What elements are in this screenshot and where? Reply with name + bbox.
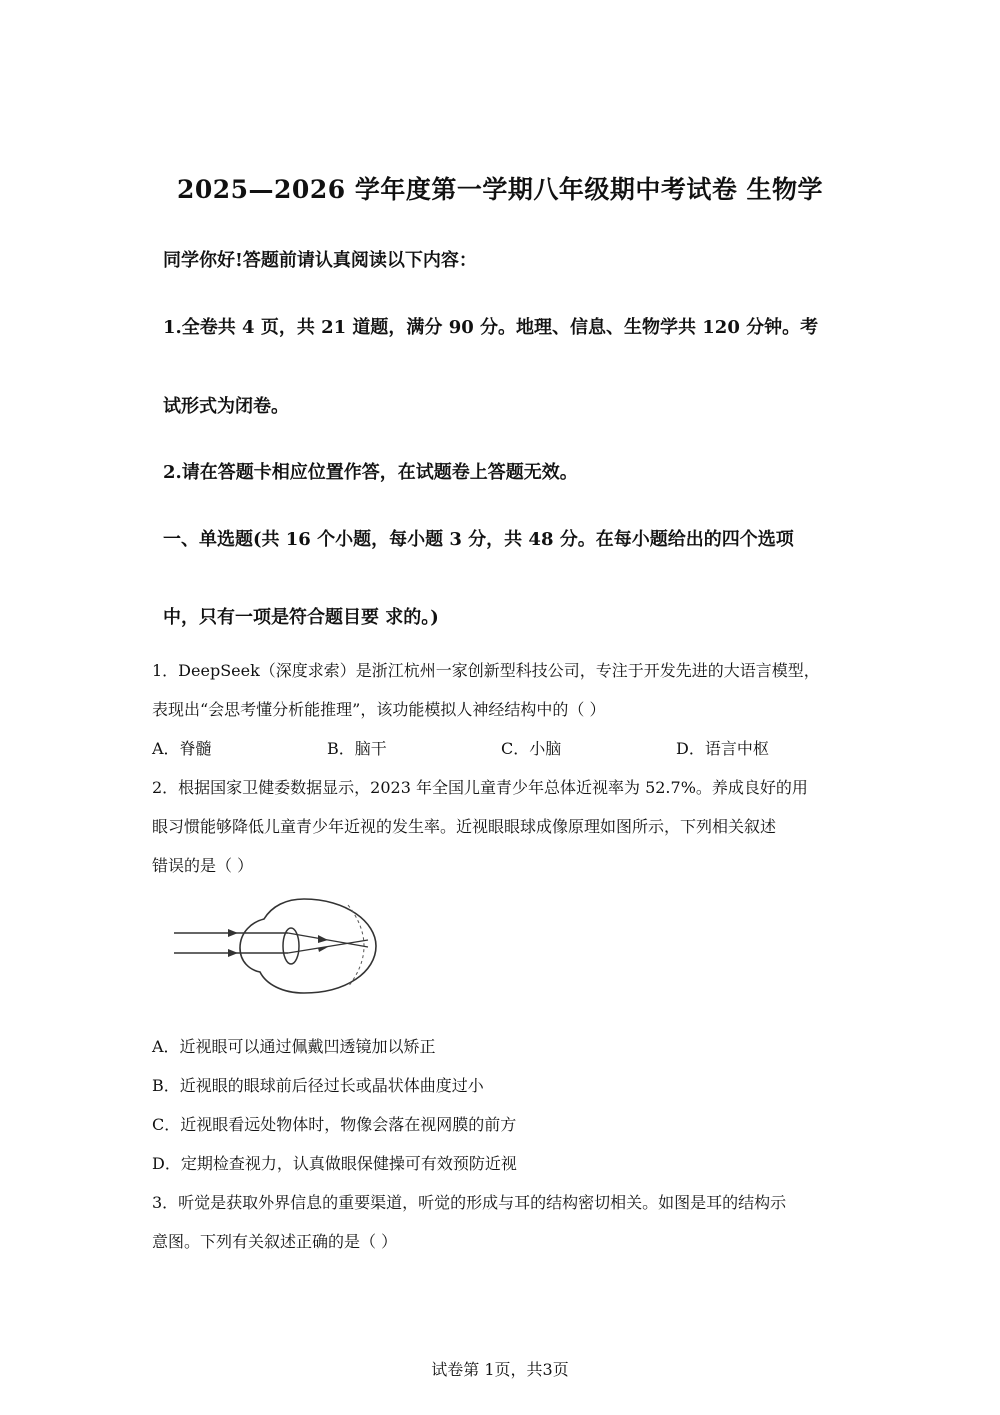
instruction-item-2: 2.请在答题卡相应位置作答，在试题卷上答题无效。 <box>163 462 578 483</box>
section-heading: 一、单选题(共 16 个小题，每小题 3 分，共 48 分。在每小题给出的四个选项 <box>163 529 794 550</box>
instruction-item-1-continued: 试形式为闭卷。 <box>163 396 289 417</box>
question-3-text-continued: 意图。下列有关叙述正确的是（ ） <box>152 1232 398 1251</box>
question-2-option-a: A．近视眼可以通过佩戴凹透镜加以矫正 <box>152 1037 436 1056</box>
question-2-text-end: 错误的是（ ） <box>152 856 254 875</box>
question-1-text-continued: 表现出“会思考懂分析能推理”，该功能模拟人神经结构中的（ ） <box>152 700 606 719</box>
question-2-text: 2．根据国家卫健委数据显示，2023 年全国儿童青少年总体近视率为 52.7%。养成良好的用 <box>152 778 808 797</box>
question-2-option-c: C．近视眼看远处物体时，物像会落在视网膜的前方 <box>152 1115 517 1134</box>
page-footer: 试卷第 1页，共3页 <box>431 1360 569 1379</box>
question-1-option-c: C．小脑 <box>501 739 562 758</box>
instruction-item-1: 1.全卷共 4 页，共 21 道题，满分 90 分。地理、信息、生物学共 120 分钟。考 <box>163 317 819 338</box>
question-2-option-d: D．定期检查视力，认真做眼保健操可有效预防近视 <box>152 1154 517 1173</box>
question-3-text: 3．听觉是获取外界信息的重要渠道，听觉的形成与耳的结构密切相关。如图是耳的结构示 <box>152 1193 787 1212</box>
question-2-text-continued: 眼习惯能够降低儿童青少年近视的发生率。近视眼眼球成像原理如图所示，下列相关叙述 <box>152 817 777 836</box>
question-1-option-b: B．脑干 <box>327 739 387 758</box>
question-1-option-d: D．语言中枢 <box>676 739 769 758</box>
section-heading-continued: 中，只有一项是符合题目要 求的。) <box>163 607 439 628</box>
question-2-option-b: B．近视眼的眼球前后径过长或晶状体曲度过小 <box>152 1076 484 1095</box>
myopia-eye-diagram <box>168 892 386 1000</box>
question-1-text: 1．DeepSeek（深度求索）是浙江杭州一家创新型科技公司，专注于开发先进的大语言模型， <box>152 661 820 680</box>
exam-title: 2025—2026 学年度第一学期八年级期中考试卷 生物学 <box>176 175 824 204</box>
question-1-option-a: A．脊髓 <box>152 739 212 758</box>
instructions-greeting: 同学你好!答题前请认真阅读以下内容： <box>163 250 477 271</box>
